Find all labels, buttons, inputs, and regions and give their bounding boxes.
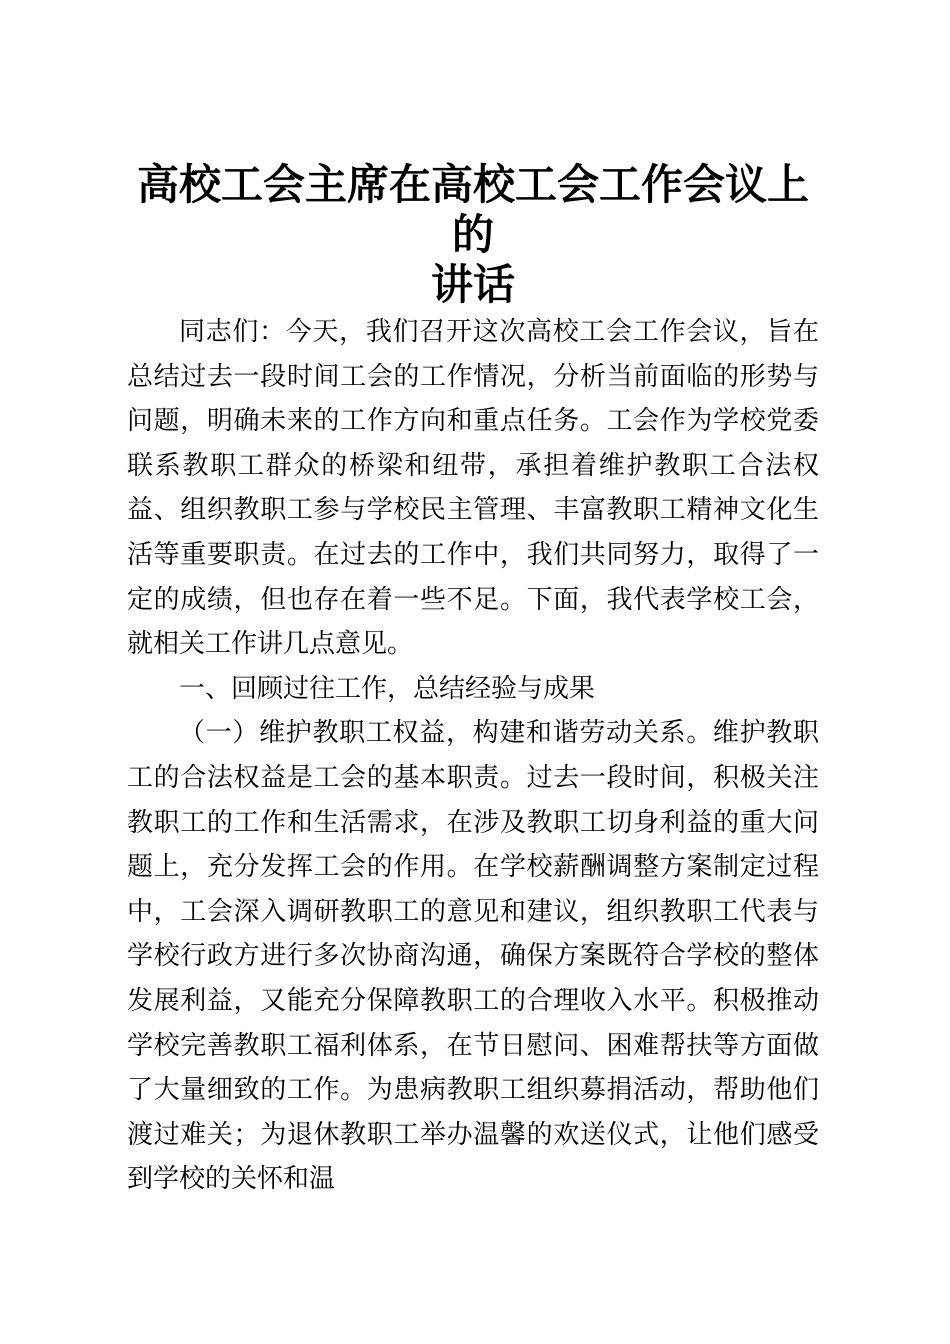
document-page — [127, 160, 819, 1202]
document-title — [127, 160, 819, 310]
section-1-paragraph-1: （一）维护教职工权益，构建和谐劳动关系。维护教职工的合法权益是工会的基本职责。过去一段时间，积极关注教职工的工作和生活需求，在涉及教职工切身利益的重大问题上，充分发挥工会的作用。在学校薪酬调整方案制定过程中，工会深入调研教职工的意见和建议，组织教职工代表与学校行政方进行多次协商沟通，确保方案既符合学校的整体发展利益，又能充分保障教职工的合理收入水平。积极推动学校完善教职工福利体系，在节日慰问、困难帮扶等方面做了大量细致的工作。为患病教职工组织募捐活动，帮助他们渡过难关；为退休教职工举办温馨的欢送仪式，让他们感受到学校的关怀和温 — [127, 718, 819, 1195]
section-heading-1: 一、回顾过往工作，总结经验与成果 — [179, 673, 596, 704]
intro-paragraph: 同志们：今天，我们召开这次高校工会工作会议，旨在总结过去一段时间工会的工作情况，分析当前面临的形势与问题，明确未来的工作方向和重点任务。工会作为学校党委联系教职工群众的桥梁和纽带，承担着维护教职工合法权益、组织教职工参与学校民主管理、丰富教职工精神文化生活等重要职责。在过去的工作中，我们共同努力，取得了一定的成绩，但也存在着一些不足。下面，我代表学校工会，就相关工作讲几点意见。 — [127, 317, 819, 660]
title-line-1: 高校工会主席在高校工会工作会议上的 — [136, 160, 809, 259]
title-line-2: 讲话 — [430, 260, 515, 309]
